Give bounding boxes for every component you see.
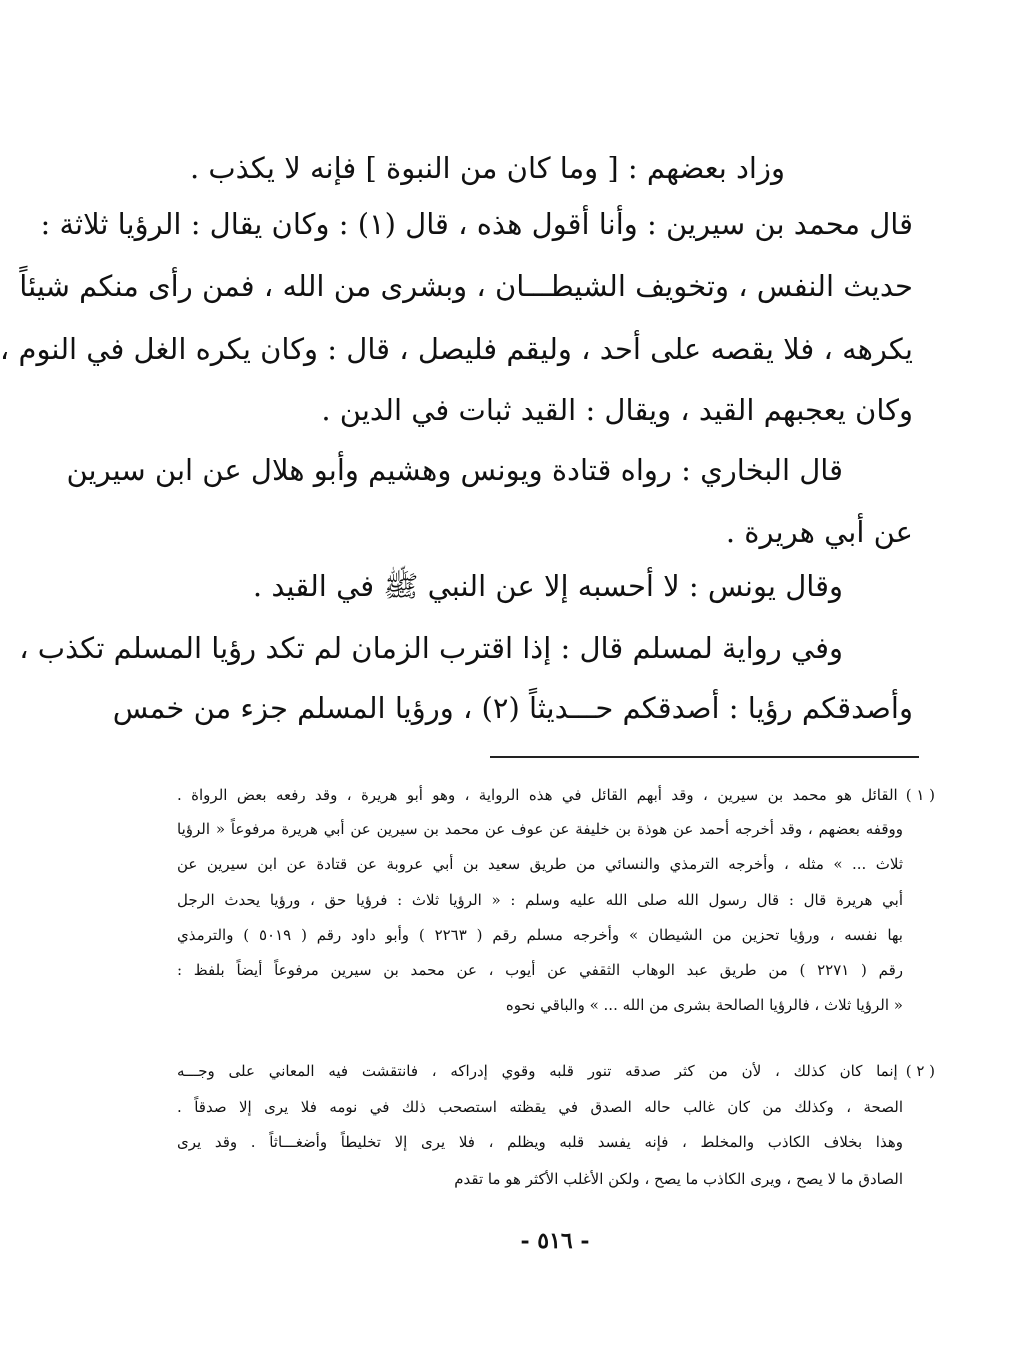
footnote-line: « الرؤيا ثلاث ، فالرؤيا الصالحة بشرى من الله ... » والباقي نحوه bbox=[505, 996, 903, 1014]
text-line: وقال يونس : لا أحسبه إلا عن النبي ﷺ في القيد . bbox=[252, 569, 843, 603]
footnote-line: ووقفه بعضهم ، وقد أخرجه أحمد عن هوذة بن خليفة عن عوف عن محمد بن سيرين عن أبي هريرة مرفوعاً « الرؤيا bbox=[177, 820, 903, 838]
text-line: وفي رواية لمسلم قال : إذا اقترب الزمان لم تكد رؤيا المسلم تكذب ، bbox=[19, 631, 843, 665]
footnote-text: القائل هو محمد بن سيرين ، وقد أبهم القائل في هذه الرواية ، وهو أبو هريرة ، وقد رفعه بعض الرواة . bbox=[177, 786, 898, 804]
footnote-number: ( ١ ) bbox=[905, 786, 935, 804]
text-line: وأصدقكم رؤيا : أصدقكم حـــديثاً (٢) ، ورؤيا المسلم جزء من خمس bbox=[112, 691, 913, 725]
footnote-line: الصادق ما لا يصح ، ويرى الكاذب ما يصح ، ولكن الأغلب الأكثر هو ما تقدم bbox=[454, 1170, 903, 1188]
text-line: وزاد بعضهم : [ وما كان من النبوة ] فإنه لا يكذب . bbox=[189, 151, 785, 185]
text-line: قال محمد بن سيرين : وأنا أقول هذه ، قال (١) : وكان يقال : الرؤيا ثلاثة : bbox=[40, 207, 913, 241]
text-line: قال البخاري : رواه قتادة ويونس وهشيم وأبو هلال عن ابن سيرين bbox=[66, 453, 843, 487]
text-line: حديث النفس ، وتخويف الشيطـــان ، وبشرى من الله ، فمن رأى منكم شيئاً bbox=[19, 269, 913, 303]
footnote-line: ثلاث ... » مثله ، وأخرجه الترمذي والنسائي من طريق سعيد بن أبي عروبة عن قتادة عن ابن سيرين عن bbox=[177, 855, 903, 873]
text-line: يكرهه ، فلا يقصه على أحد ، وليقم فليصل ، قال : وكان يكره الغل في النوم ، bbox=[0, 332, 913, 366]
footnote-line bbox=[177, 1060, 935, 1082]
page-number: - ٥١٦ - bbox=[520, 1228, 590, 1254]
footnote-divider bbox=[490, 756, 919, 758]
footnote-line: وهذا بخلاف الكاذب والمخلط ، فإنه يفسد قلبه ويظلم ، فلا يرى إلا تخليطاً وأضغـــاثاً . وقد يرى bbox=[177, 1133, 903, 1151]
footnote-line: رقم ( ٢٢٧١ ) من طريق عبد الوهاب الثقفي عن أيوب ، عن محمد بن سيرين مرفوعاً أيضاً بلفظ : bbox=[177, 961, 903, 979]
footnote-number: ( ٢ ) bbox=[905, 1062, 935, 1080]
footnote-line: بها نفسه ، ورؤيا تحزين من الشيطان » وأخرجه مسلم رقم ( ٢٢٦٣ ) وأبو داود رقم ( ٥٠١٩ ) والترمذي bbox=[177, 926, 903, 944]
footnote-line bbox=[177, 784, 935, 806]
text-line: عن أبي هريرة . bbox=[725, 515, 913, 549]
footnote-line: أبي هريرة قال : قال رسول الله صلى الله عليه وسلم : « الرؤيا ثلاث : فرؤيا حق ، ورؤيا يحدث الرجل bbox=[177, 891, 903, 909]
footnote-line: الصحة ، وكذلك من كان غالب حاله الصدق في يقظته استصحب ذلك في نومه فلا يرى إلا صدقاً . bbox=[177, 1098, 903, 1116]
text-line: وكان يعجبهم القيد ، ويقال : القيد ثبات في الدين . bbox=[321, 393, 913, 427]
footnote-text: إنما كان كذلك ، لأن من كثر صدقه تنور قلبه وقوي إدراكه ، فانتقشت فيه المعاني على وجـــه bbox=[177, 1062, 898, 1080]
